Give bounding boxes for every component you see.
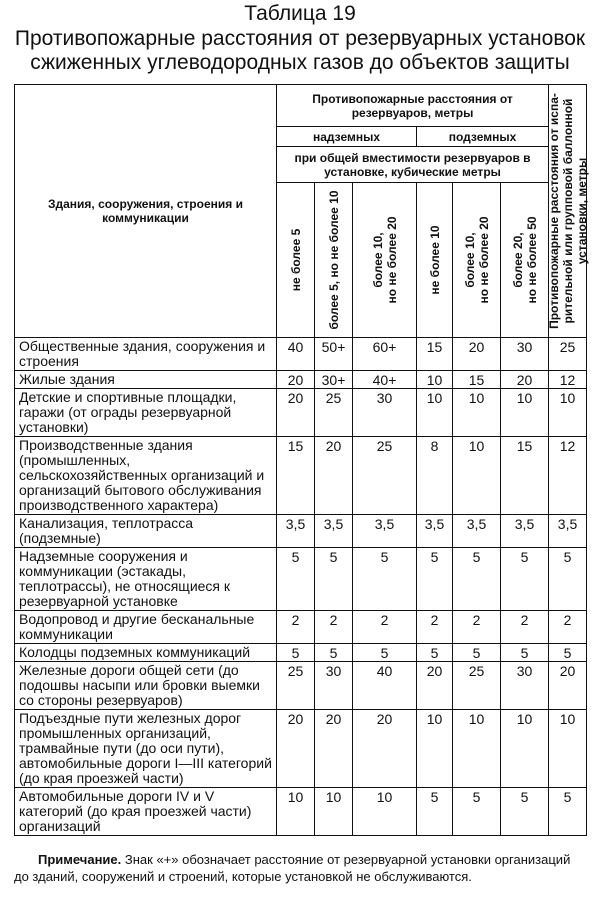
- title-line-2: сжиженных углеводородных газов до объектов защиты: [30, 51, 570, 74]
- distance-value: 3,5: [353, 515, 417, 548]
- distance-value: 20: [277, 389, 315, 437]
- distance-value: 5: [353, 644, 417, 662]
- distance-value: 5: [277, 548, 315, 611]
- table-row: [15, 548, 587, 611]
- distance-value: 25: [549, 338, 587, 371]
- object-name: Детские и спортивные площадки, гаражи (от ограды резервуарной установки): [15, 389, 277, 437]
- distance-value: 2: [353, 611, 417, 644]
- distance-value: 20: [315, 437, 353, 515]
- distance-value: 30: [353, 389, 417, 437]
- object-name: Автомобильные дороги IV и V категорий (до края проезжей части) организаций: [15, 788, 277, 836]
- distance-value: 20: [453, 338, 501, 371]
- distance-value: 3,5: [417, 515, 453, 548]
- distance-value: 10: [501, 389, 549, 437]
- distance-value: 25: [453, 662, 501, 710]
- distance-value: 25: [353, 437, 417, 515]
- distance-value: 3,5: [315, 515, 353, 548]
- distance-value: 60+: [353, 338, 417, 371]
- distance-value: 15: [277, 437, 315, 515]
- distance-value: 25: [277, 662, 315, 710]
- distance-value: 15: [501, 437, 549, 515]
- header-col-3: более 10, но не более 20: [353, 183, 417, 338]
- distance-value: 10: [549, 710, 587, 788]
- header-col-4: не более 10: [417, 183, 453, 338]
- distance-value: 5: [549, 548, 587, 611]
- note: [14, 851, 588, 885]
- distance-value: 5: [353, 548, 417, 611]
- distance-value: 3,5: [501, 515, 549, 548]
- distance-value: 5: [501, 644, 549, 662]
- distance-value: 5: [315, 644, 353, 662]
- header-evaporator-line-3: установки, метры: [574, 157, 589, 265]
- distance-value: 20: [277, 371, 315, 389]
- distance-value: 5: [453, 788, 501, 836]
- distance-value: 5: [549, 644, 587, 662]
- distance-value: 10: [453, 710, 501, 788]
- distance-value: 5: [453, 548, 501, 611]
- table-row: [15, 515, 587, 548]
- distance-value: 8: [417, 437, 453, 515]
- distance-value: 10: [353, 788, 417, 836]
- table-row: [15, 338, 587, 371]
- header-underground: подземных: [417, 127, 549, 147]
- note-label: Примечание.: [38, 852, 122, 867]
- distance-value: 2: [501, 611, 549, 644]
- table-number: Таблица 19: [244, 2, 356, 25]
- distance-value: 5: [501, 788, 549, 836]
- distance-value: 10: [417, 389, 453, 437]
- header-capacity: при общей вместимости резервуаров в установке, кубические метры: [277, 147, 549, 183]
- table-row: [15, 644, 587, 662]
- distance-value: 40+: [353, 371, 417, 389]
- distance-value: 5: [417, 644, 453, 662]
- distance-value: 30: [315, 662, 353, 710]
- distance-value: 20: [315, 710, 353, 788]
- distance-value: 2: [453, 611, 501, 644]
- distance-value: 20: [549, 662, 587, 710]
- header-distances: Противопожарные расстояния от резервуаров, метры: [277, 85, 549, 127]
- distance-value: 30: [501, 662, 549, 710]
- object-name: Надземные сооружения и коммуникации (эстакады, теплотрассы), не относящиеся к резервуарной установке: [15, 548, 277, 611]
- distance-value: 10: [277, 788, 315, 836]
- distance-value: 5: [277, 644, 315, 662]
- distance-value: 30: [501, 338, 549, 371]
- table-row: [15, 371, 587, 389]
- object-name: Колодцы подземных коммуникаций: [15, 644, 277, 662]
- distance-value: 5: [501, 548, 549, 611]
- distance-value: 20: [353, 710, 417, 788]
- distance-value: 25: [315, 389, 353, 437]
- header-col-1: не более 5: [277, 183, 315, 338]
- header-objects: Здания, сооружения, строения и коммуникации: [15, 85, 277, 338]
- header-evaporator-line-2: рительной или групповой баллонной: [560, 98, 575, 324]
- table-row: [15, 611, 587, 644]
- distance-value: 5: [453, 644, 501, 662]
- distance-value: 5: [549, 788, 587, 836]
- title-line-1: Противопожарные расстояния от резервуарных установок: [14, 27, 586, 50]
- header-evaporator-line-1: Противопожарные расстояния от испа-: [546, 93, 561, 329]
- header-above-ground: надземных: [277, 127, 417, 147]
- table-row: [15, 710, 587, 788]
- distance-value: 10: [549, 389, 587, 437]
- distance-value: 10: [453, 437, 501, 515]
- distances-table: [14, 84, 587, 836]
- distance-value: 40: [277, 338, 315, 371]
- distance-value: 10: [453, 389, 501, 437]
- header-evaporator: [546, 85, 589, 338]
- object-name: Водопровод и другие бесканальные коммуникации: [15, 611, 277, 644]
- distance-value: 5: [315, 548, 353, 611]
- distance-value: 3,5: [453, 515, 501, 548]
- header-col-5: более 10, но не более 20: [453, 183, 501, 338]
- distance-value: 20: [501, 371, 549, 389]
- distance-value: 3,5: [277, 515, 315, 548]
- object-name: Подъездные пути железных дорог промышленных организаций, трамвайные пути (до оси пути), автомобильные дороги I—III категорий (до края проезжей части): [15, 710, 277, 788]
- distance-value: 15: [453, 371, 501, 389]
- distance-value: 5: [417, 548, 453, 611]
- distance-value: 3,5: [549, 515, 587, 548]
- distance-value: 20: [277, 710, 315, 788]
- distance-value: 10: [417, 710, 453, 788]
- distance-value: 2: [417, 611, 453, 644]
- distance-value: 12: [549, 371, 587, 389]
- table-title: [0, 27, 600, 75]
- table-row: [15, 662, 587, 710]
- distance-value: 10: [315, 788, 353, 836]
- distance-value: 30+: [315, 371, 353, 389]
- distance-value: 2: [549, 611, 587, 644]
- object-name: Общественные здания, сооружения и строения: [15, 338, 277, 371]
- note-text: Знак «+» обозначает расстояние от резервуарной установки организаций до зданий, сооружений и строений, которые установкой не обслуживаются.: [14, 852, 571, 884]
- table-row: [15, 389, 587, 437]
- distance-value: 10: [417, 371, 453, 389]
- distance-value: 12: [549, 437, 587, 515]
- distance-value: 20: [417, 662, 453, 710]
- distance-value: 40: [353, 662, 417, 710]
- distance-value: 2: [277, 611, 315, 644]
- header-col-2: более 5, но не более 10: [315, 183, 353, 338]
- object-name: Производственные здания (промышленных, сельскохозяйственных организаций и организаций бытового обслуживания производственного характера): [15, 437, 277, 515]
- table-row: [15, 437, 587, 515]
- distance-value: 10: [501, 710, 549, 788]
- distance-value: 50+: [315, 338, 353, 371]
- object-name: Жилые здания: [15, 371, 277, 389]
- object-name: Железные дороги общей сети (до подошвы насыпи или бровки выемки со стороны резервуаров): [15, 662, 277, 710]
- distance-value: 2: [315, 611, 353, 644]
- header-col-6: более 20, но не более 50: [501, 183, 549, 338]
- distance-value: 5: [417, 788, 453, 836]
- object-name: Канализация, теплотрасса (подземные): [15, 515, 277, 548]
- distance-value: 15: [417, 338, 453, 371]
- table-row: [15, 788, 587, 836]
